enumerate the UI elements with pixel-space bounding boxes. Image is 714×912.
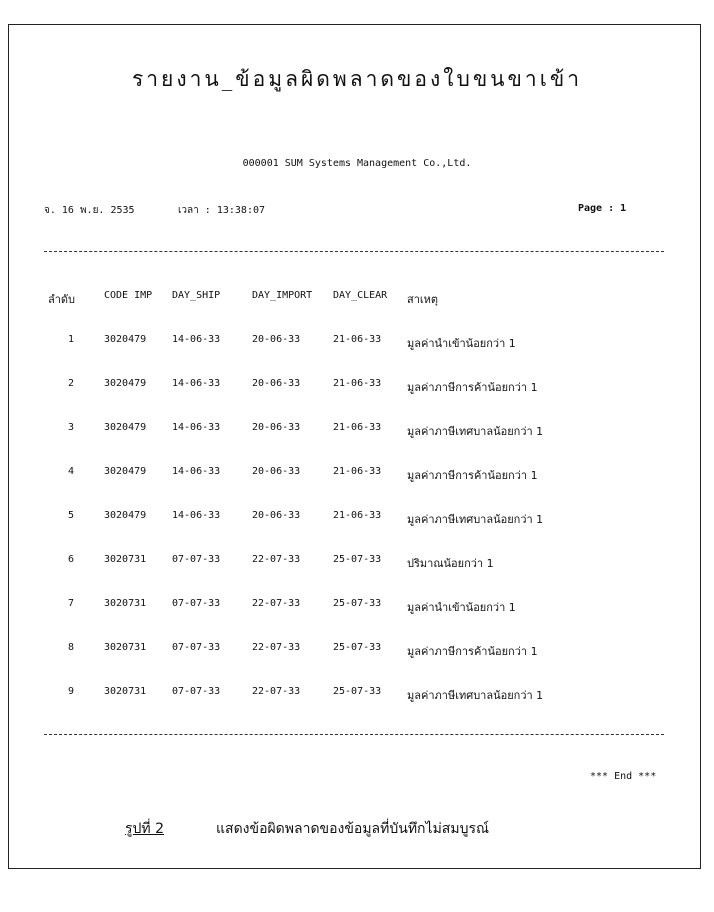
cell-cause: มูลค่าภาษีการค้าน้อยกว่า 1 [407,381,538,394]
cell-cause: มูลค่าภาษีการค้าน้อยกว่า 1 [407,645,538,658]
cell-no: 6 [68,554,75,565]
cell-cause: มูลค่าภาษีเทศบาลน้อยกว่า 1 [407,425,544,438]
cell-code: 3020731 [104,686,147,697]
header-cause: สาเหตุ [407,293,439,306]
cell-import: 22-07-33 [252,598,301,609]
report-frame [8,24,701,869]
report-title: รายงาน_ข้อมูลผิดพลาดของใบขนขาเข้า [131,67,583,91]
page-number: Page : 1 [578,203,627,214]
cell-no: 7 [68,598,75,609]
cell-import: 22-07-33 [252,686,301,697]
header-import: DAY_IMPORT [252,290,313,301]
cell-ship: 07-07-33 [172,642,221,653]
cell-ship: 14-06-33 [172,378,221,389]
header-ship: DAY_SHIP [172,290,221,301]
cell-no: 9 [68,686,75,697]
top-divider [44,251,664,252]
cell-ship: 07-07-33 [172,554,221,565]
cell-ship: 07-07-33 [172,686,221,697]
cell-code: 3020731 [104,642,147,653]
cell-ship: 14-06-33 [172,334,221,345]
cell-no: 5 [68,510,75,521]
cell-no: 4 [68,466,75,477]
cell-code: 3020479 [104,466,147,477]
cell-cause: มูลค่าภาษีการค้าน้อยกว่า 1 [407,469,538,482]
cell-import: 20-06-33 [252,510,301,521]
cell-no: 8 [68,642,75,653]
cell-code: 3020479 [104,334,147,345]
company-line: 000001 SUM Systems Management Co.,Ltd. [242,158,472,169]
cell-code: 3020479 [104,422,147,433]
cell-clear: 25-07-33 [333,686,382,697]
end-marker: *** End *** [590,771,657,782]
cell-clear: 21-06-33 [333,510,382,521]
cell-no: 2 [68,378,75,389]
cell-clear: 25-07-33 [333,554,382,565]
cell-ship: 07-07-33 [172,598,221,609]
header-clear: DAY_CLEAR [333,290,388,301]
cell-clear: 21-06-33 [333,466,382,477]
cell-import: 22-07-33 [252,554,301,565]
report-time: เวลา : 13:38:07 [178,205,266,216]
cell-code: 3020479 [104,378,147,389]
cell-clear: 25-07-33 [333,598,382,609]
cell-cause: ปริมาณน้อยกว่า 1 [407,557,494,570]
cell-clear: 25-07-33 [333,642,382,653]
cell-cause: มูลค่าภาษีเทศบาลน้อยกว่า 1 [407,513,544,526]
figure-caption: แสดงข้อผิดพลาดของข้อมูลที่บันทึกไม่สมบูรณ์ [216,821,489,837]
header-no: ลำดับ [48,293,76,306]
cell-import: 20-06-33 [252,422,301,433]
bottom-divider [44,734,664,735]
header-code: CODE IMP [104,290,153,301]
cell-code: 3020731 [104,554,147,565]
cell-no: 3 [68,422,75,433]
cell-no: 1 [68,334,75,345]
figure-label: รูปที่ 2 [125,821,164,837]
cell-cause: มูลค่านำเข้าน้อยกว่า 1 [407,337,516,350]
cell-cause: มูลค่าภาษีเทศบาลน้อยกว่า 1 [407,689,544,702]
report-date: จ. 16 พ.ย. 2535 [44,205,135,216]
cell-ship: 14-06-33 [172,422,221,433]
cell-code: 3020479 [104,510,147,521]
cell-import: 20-06-33 [252,378,301,389]
cell-ship: 14-06-33 [172,510,221,521]
cell-import: 22-07-33 [252,642,301,653]
cell-cause: มูลค่านำเข้าน้อยกว่า 1 [407,601,516,614]
cell-clear: 21-06-33 [333,422,382,433]
cell-import: 20-06-33 [252,334,301,345]
cell-clear: 21-06-33 [333,378,382,389]
cell-import: 20-06-33 [252,466,301,477]
cell-clear: 21-06-33 [333,334,382,345]
cell-ship: 14-06-33 [172,466,221,477]
cell-code: 3020731 [104,598,147,609]
